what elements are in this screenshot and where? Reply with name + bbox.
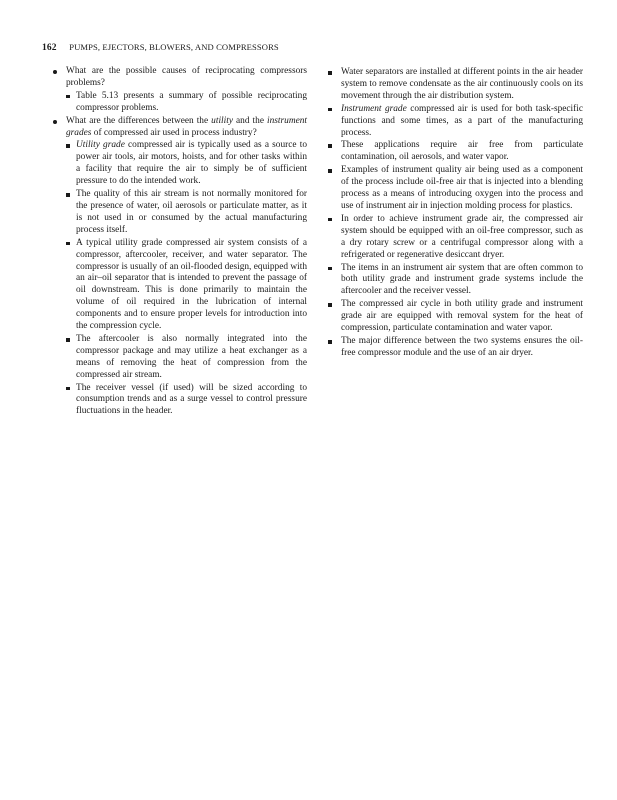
question-item [53,66,307,90]
square-bullet-icon [328,169,332,173]
square-bullet-icon [328,108,332,112]
answer-text: The major difference between the two systems ensures the oil-free compressor module and the use of an air dryer. [341,335,583,358]
question-text-part: and the [232,115,268,126]
answer-text: Table 5.13 presents a summary of possible reciprocating compressor problems. [76,90,307,113]
square-bullet-icon [66,144,70,148]
square-bullet-icon [66,242,70,246]
page-number: 162 [42,43,57,53]
question-item [53,116,307,140]
answer-list [53,140,307,418]
question-text: What are the possible causes of reciprocating compressors problems? [66,66,307,88]
answer-text: compressed air is typically used as a source to power air tools, air motors, hoists, and for other tasks within a facility that require the air to simply be of sufficient pressure to do the intended work. [76,140,307,187]
square-bullet-icon [66,387,70,391]
answer-text: Examples of instrument quality air being used as a component of the process include oil-free air that is injected into a blending process as a means of introducing oxygen into the process and use of instrument air in injection molding process for plastics. [341,165,583,211]
question-text-emphasis: instrument grades [66,115,307,138]
round-bullet-icon [53,120,57,124]
square-bullet-icon [66,193,70,197]
question-text-part: of compressed air used in process industry? [91,127,257,138]
answer-item [53,334,307,382]
answer-item [326,299,583,335]
square-bullet-icon [66,95,70,99]
answer-text: A typical utility grade compressed air system consists of a compressor, aftercooler, receiver, and water separator. The compressor is usually of an oil-flooded design, equipped with an air–oil separator that is intended to prevent the passage of oil downstream. This is done primarily to maintain the volume of oil required in the lubrication of internal components and to ensure proper levels for introduction into the compression cycle. [76,237,307,332]
answer-item [326,165,583,213]
page-header [42,40,582,54]
answer-list [53,91,307,115]
square-bullet-icon [328,267,332,271]
answer-item [326,67,583,103]
answer-item [326,336,583,360]
answer-item [53,140,307,188]
question-text-part: What are the differences between the [66,115,212,126]
answer-text: The compressed air cycle in both utility grade and instrument grade air are equipped with removal system for the heat of compression, particulate contamination and water vapor. [341,299,583,334]
square-bullet-icon [328,218,332,222]
answer-item [53,189,307,237]
running-title: PUMPS, EJECTORS, BLOWERS, AND COMPRESSORS [69,42,279,52]
answer-item [53,91,307,115]
square-bullet-icon [328,303,332,307]
answer-text: Water separators are installed at different points in the air header system to remove condensate as the air continuously cools on its movement through the air distribution system. [341,67,583,101]
answer-list [326,67,583,360]
answer-text: The quality of this air stream is not normally monitored for the presence of water, oil aerosols or particulate matter, as it is not used in or consumed by the actual manufacturing process itself. [76,189,307,235]
answer-item [326,104,583,140]
question-text-emphasis: utility [211,115,233,126]
answer-text-emphasis: Utility grade [76,140,125,151]
answer-item [53,238,307,333]
left-column [53,66,307,419]
right-column [326,66,583,361]
answer-text-emphasis: Instrument grade [341,103,407,114]
answer-text: The aftercooler is also normally integrated into the compressor package and may utilize a heat exchanger as a means of removing the heat of compression from the compressed air stream. [76,333,307,380]
answer-text: These applications require air free from particulate contamination, oil aerosols, and water vapor. [341,140,583,163]
square-bullet-icon [66,338,70,342]
answer-item [326,214,583,262]
square-bullet-icon [328,71,332,75]
answer-text: The items in an instrument air system that are often common to both utility grade and instrument grade systems include the aftercooler and the receiver vessel. [341,262,583,297]
answer-text: In order to achieve instrument grade air, the compressed air system should be equipped with an oil-free compressor, such as a dry rotary screw or a centrifugal compressor along with a refrigerated or regenerative desiccant dryer. [341,213,583,260]
answer-text: The receiver vessel (if used) will be sized according to consumption trends and as a surge vessel to control pressure fluctuations in the header. [76,382,307,417]
answer-item [326,263,583,299]
square-bullet-icon [328,144,332,148]
round-bullet-icon [53,70,57,74]
answer-item [53,383,307,419]
answer-item [326,140,583,164]
answer-text: compressed air is used for both task-specific functions and some times, as a part of the manufacturing process. [341,103,583,138]
square-bullet-icon [328,340,332,344]
